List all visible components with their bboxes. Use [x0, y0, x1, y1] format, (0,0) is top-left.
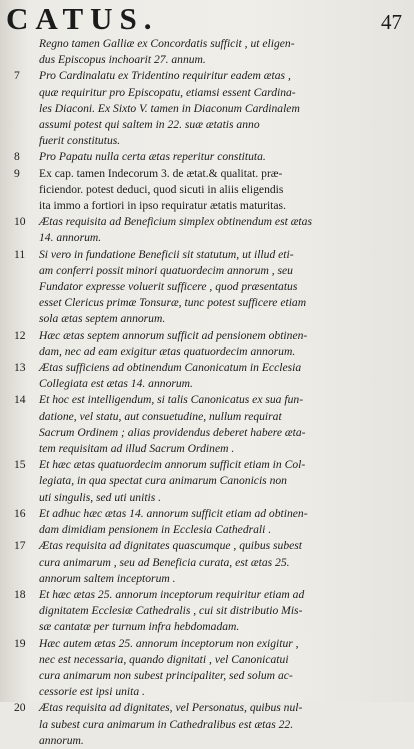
entry-20 [14, 700, 408, 749]
entry-number: 17 [14, 539, 26, 553]
entry-18 [14, 587, 408, 636]
page-header [0, 0, 414, 40]
entry-line: cessorie est ipsi unita . [39, 685, 145, 699]
lead-paragraph [14, 36, 408, 68]
entry-line: uti singulis, sed uti unitis . [39, 490, 162, 504]
entry-line: ficiendor. potest deduci, quod sicuti in aliis eligendis [39, 182, 284, 196]
entry-line: Hæc ætas septem annorum sufficit ad pensionem obtinen- [39, 328, 308, 342]
entry-number: 8 [14, 150, 20, 164]
entry-line: annorum saltem inceptorum . [39, 571, 176, 585]
entry-line: Ætas requisita ad Beneficium simplex obtinendum est ætas [39, 215, 312, 229]
entry-line: tem requisitam ad illud Sacrum Ordinem . [39, 442, 235, 456]
entry-line: Collegiata est ætas 14. annorum. [39, 377, 193, 391]
entry-line: assumi potest qui saltem in 22. suæ ætatis anno [39, 118, 260, 132]
entry-line: dignitatem Ecclesiæ Cathedralis , cui sit distributio Mis- [39, 604, 303, 618]
entry-10 [14, 214, 408, 246]
entry-line: am conferri possit minori quatuordecim annorum , seu [39, 263, 293, 277]
numbered-entries [14, 68, 408, 749]
entry-line: datione, vel statu, aut consuetudine, nullum requirat [39, 409, 282, 423]
entry-line: Et hoc est intelligendum, si talis Canonicatus ex sua fun- [39, 393, 304, 407]
page-number: 47 [381, 10, 402, 34]
entry-line: Ætas requisita ad dignitates quascumque , quibus subest [39, 539, 303, 553]
entry-9 [14, 166, 408, 215]
entry-line: cura animarum non subest principaliter, sed solum ac- [39, 668, 293, 682]
entry-line: Pro Papatu nulla certa ætas reperitur constituta. [39, 150, 266, 164]
entry-line: Pro Cardinalatu ex Tridentino requiritur eadem ætas , [39, 69, 291, 83]
entry-line: Ætas requisita ad dignitates, vel Personatus, quibus nul- [39, 701, 303, 715]
entry-line: Hæc autem ætas 25. annorum inceptorum non exigitur , [39, 636, 299, 650]
entry-line: 14. annorum. [39, 231, 102, 245]
entry-line: Et hæc ætas quatuordecim annorum sufficit etiam in Col- [39, 458, 306, 472]
entry-11 [14, 247, 408, 328]
body-text [14, 36, 408, 749]
entry-line: nec est necessaria, quando dignitati , vel Canonicatui [39, 652, 289, 666]
entry-line: Sacrum Ordinem ; alias providendus deberet habere æta- [39, 425, 306, 439]
entry-17 [14, 538, 408, 587]
entry-line: Et adhuc hæc ætas 14. annorum sufficit etiam ad obtinen- [39, 506, 308, 520]
entry-19 [14, 636, 408, 701]
entry-line: ita immo a fortiori in ipso requiratur ætatis maturitas. [39, 199, 286, 213]
entry-line: sæ cantatæ per turnum infra hebdomadam. [39, 620, 240, 634]
entry-line: fuerit constitutus. [39, 134, 121, 148]
entry-number: 18 [14, 587, 26, 601]
entry-line: legiata, in qua spectat cura animarum Canonicis non [39, 474, 287, 488]
entry-line: Et hæc ætas 25. annorum inceptorum requiritur etiam ad [39, 587, 305, 601]
entry-number: 13 [14, 361, 26, 375]
entry-line: Fundator expresse voluerit sufficere , quod præsentatus [39, 280, 298, 294]
entry-8 [14, 149, 408, 165]
entry-line: dam dimidiam pensionem in Ecclesia Cathedrali . [39, 523, 272, 537]
entry-7 [14, 68, 408, 149]
entry-16 [14, 506, 408, 538]
entry-line: quæ requiritur pro Episcopatu, etiamsi essent Cardina- [39, 85, 296, 99]
entry-number: 15 [14, 458, 26, 472]
entry-line: dam, nec ad eam exigitur ætas quatuordecim annorum. [39, 344, 296, 358]
entry-12 [14, 328, 408, 360]
entry-line: Ætas sufficiens ad obtinendum Canonicatum in Ecclesia [39, 361, 302, 375]
entry-number: 20 [14, 701, 26, 715]
lead-line: dus Episcopus inchoarit 27. annum. [39, 53, 206, 67]
entry-line: Si vero in fundatione Beneficii sit statutum, ut illud eti- [39, 247, 294, 261]
entry-number: 14 [14, 393, 26, 407]
entry-line: cura animarum , seu ad Beneficia curata, est ætas 25. [39, 555, 290, 569]
entry-line: sola ætas septem annorum. [39, 312, 166, 326]
entry-number: 19 [14, 636, 26, 650]
entry-number: 10 [14, 215, 26, 229]
entry-number: 7 [14, 69, 20, 83]
entry-number: 11 [14, 247, 26, 261]
entry-number: 12 [14, 328, 26, 342]
running-head: CATUS. [6, 1, 159, 36]
entry-15 [14, 457, 408, 506]
entry-number: 9 [14, 166, 20, 180]
entry-13 [14, 360, 408, 392]
entry-line: annorum. [39, 733, 84, 747]
entry-14 [14, 392, 408, 457]
entry-line: Ex cap. tamen Indecorum 3. de ætat.& qualitat. præ- [39, 166, 283, 180]
lead-line: Regno tamen Galliæ ex Concordatis sufficit , ut eligen- [39, 37, 295, 50]
entry-line: la subest cura animarum in Cathedralibus est ætas 22. [39, 717, 294, 731]
entry-line: esset Clericus primæ Tonsuræ, tunc potest sufficere etiam [39, 296, 307, 310]
entry-number: 16 [14, 506, 26, 520]
entry-line: les Diaconi. Ex Sixto V. tamen in Diaconum Cardinalem [39, 101, 300, 115]
